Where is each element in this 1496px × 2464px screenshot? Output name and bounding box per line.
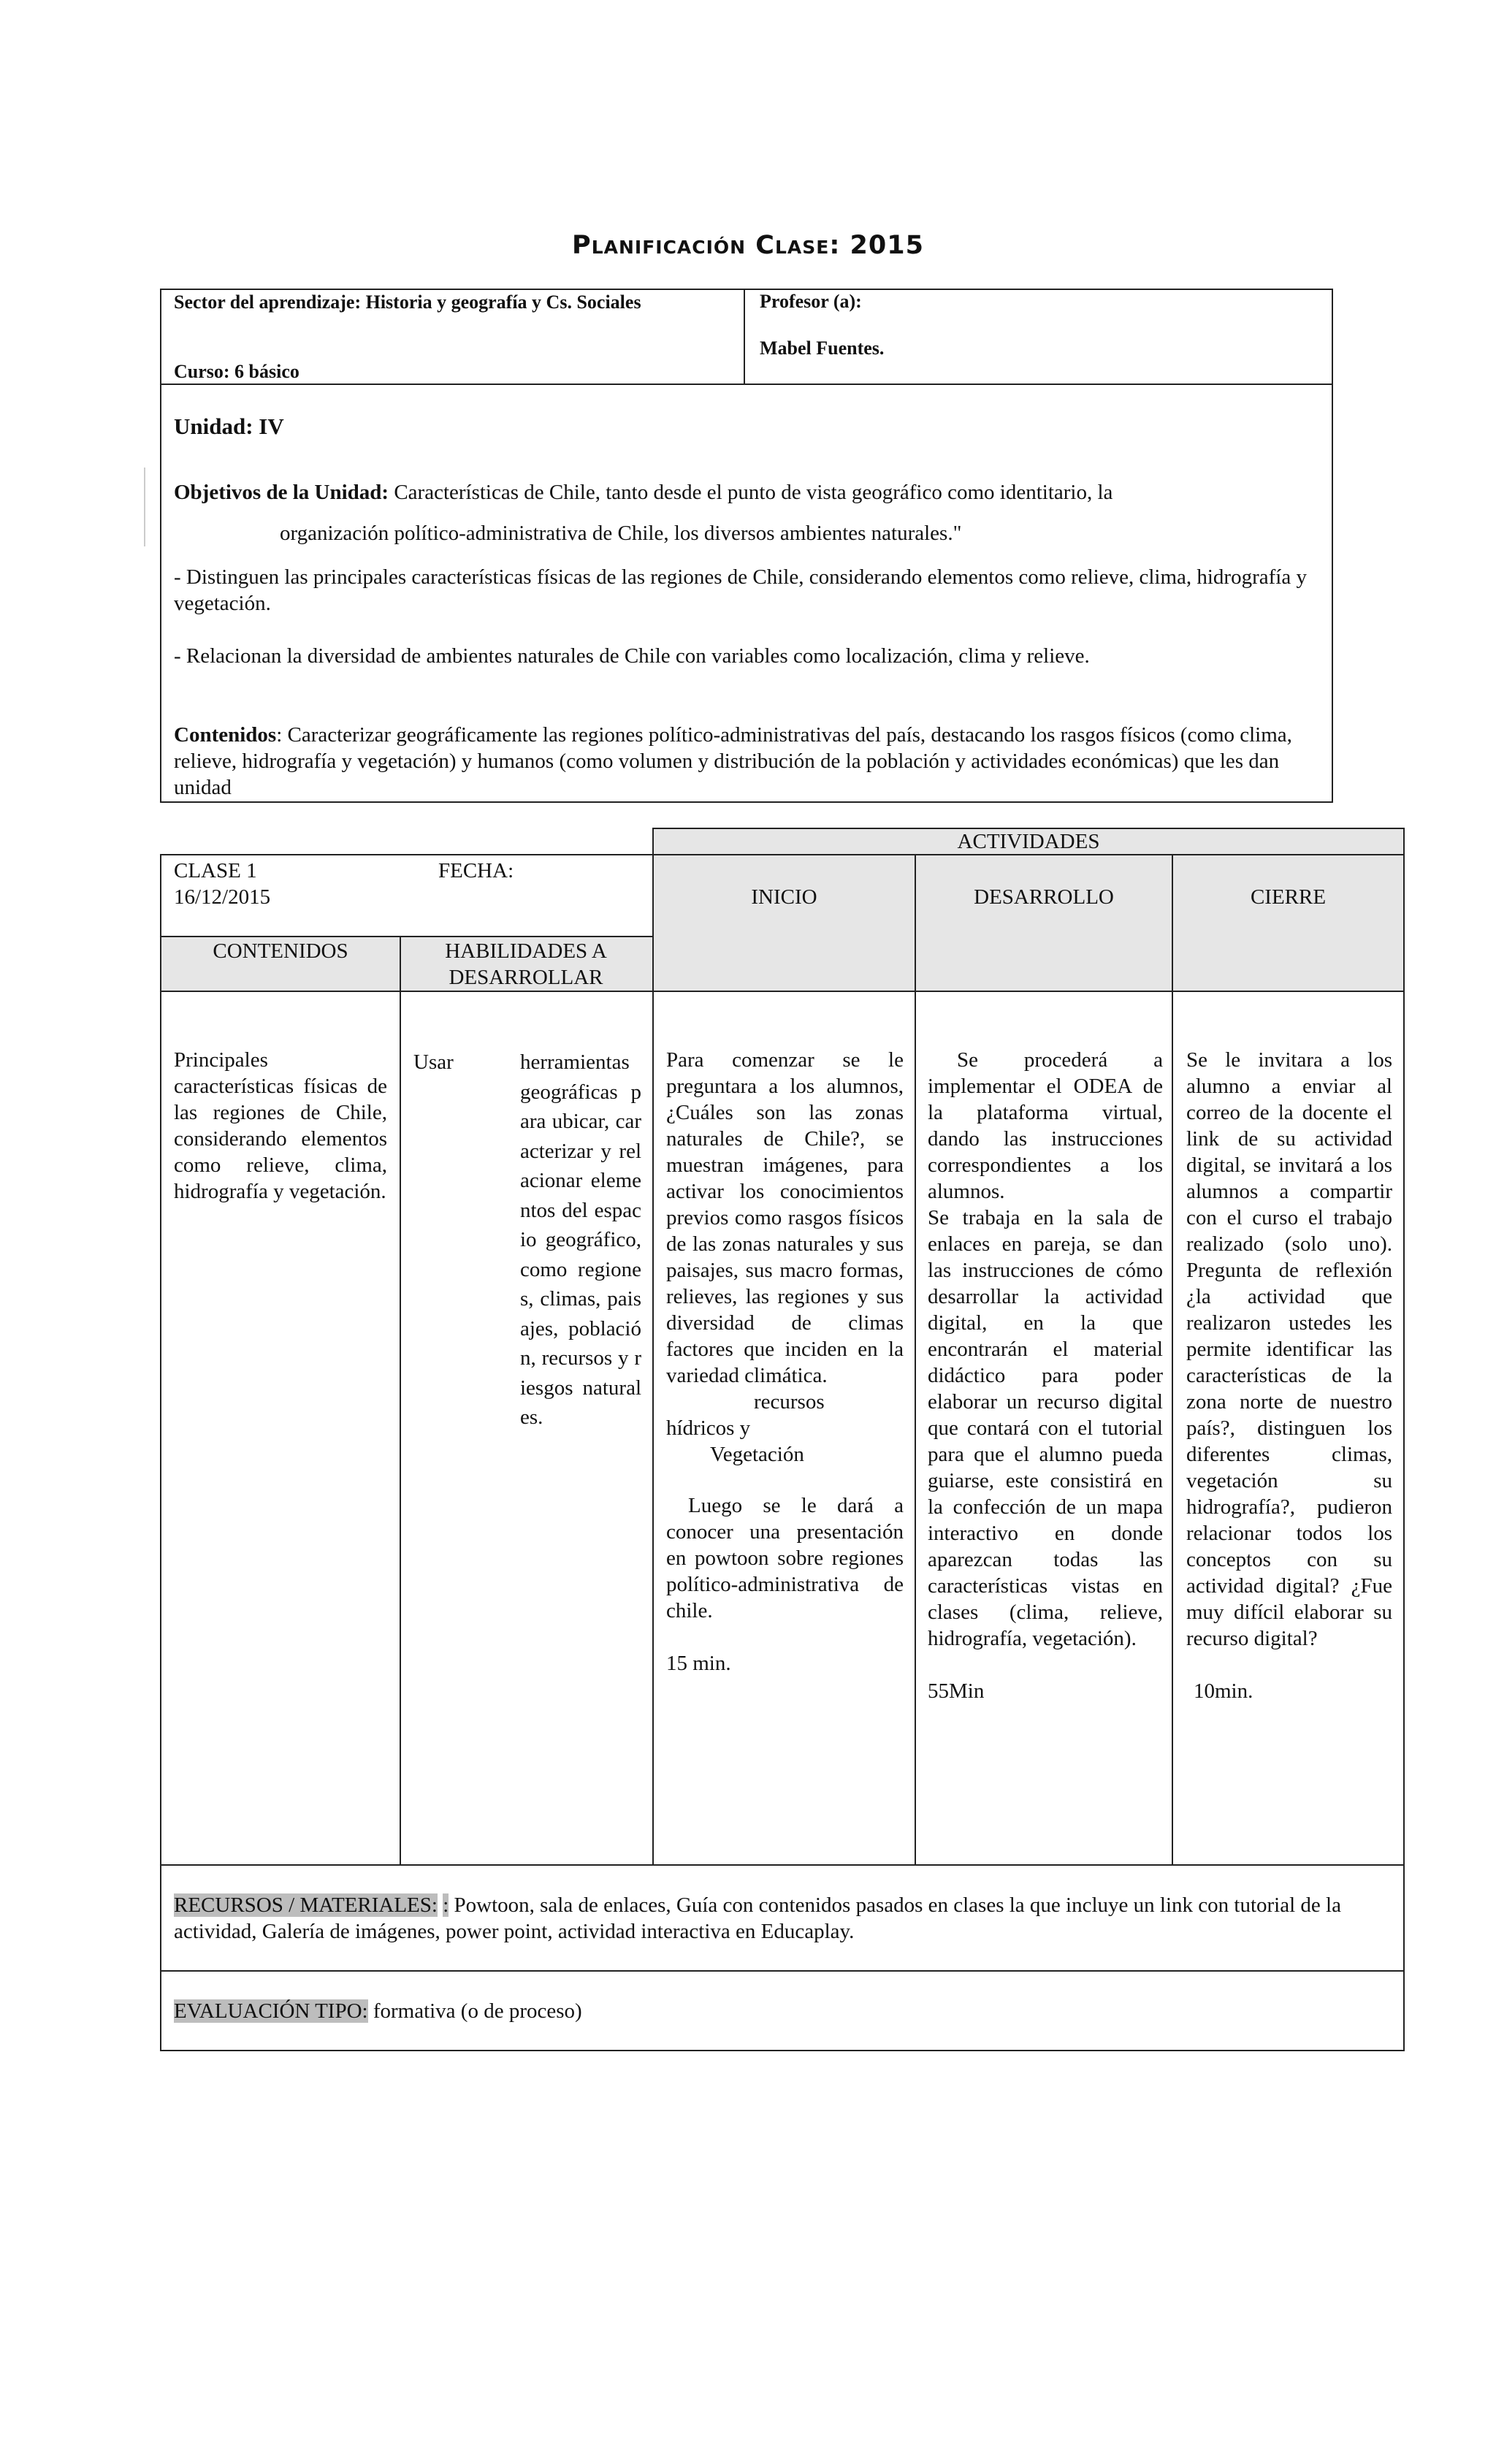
habilidades-usar: Usar	[413, 1050, 454, 1074]
contenidos	[174, 722, 1324, 801]
habilidades-cell: herramientas geográficas para ubicar, caracterizar y relacionar elementos del espacio geográfico, como regiones, climas, paisajes, población, recursos y riesgos naturales.	[520, 1050, 641, 1429]
inicio-paragraph-5: Luego se le dará a conocer una presentación en powtoon sobre regiones político-administrativa de chile.	[666, 1494, 904, 1622]
margin-mark	[144, 468, 145, 546]
header-divider	[744, 289, 745, 385]
contenidos-label: Contenidos	[174, 723, 277, 747]
desarrollo-paragraph-2: Se trabaja en la sala de enlaces en pareja, se dan las instrucciones de cómo desarrollar la actividad digital, en la que encontrarán el material didáctico para poder elaborar un recurso digital que contará con el tutorial para que el alumno pueda guiarse, este consistirá en la confección de un mapa interactivo en donde aparezcan todas las características vistas en clases (clima, relieve, hidrografía, vegetación).	[928, 1206, 1163, 1650]
desarrollo-cell	[928, 1047, 1163, 1704]
clase-label: CLASE 1	[174, 859, 257, 882]
page-title: Planificación Clase: 2015	[572, 231, 924, 260]
cierre-paragraph-1: Se le invitara a los alumno a enviar al correo de la docente el link de su actividad digital, se invitará a los alumnos a compartir con el curso el trabajo realizado (solo uno). Pregunta de reflexión ¿la actividad que realizaron ustedes les permite identificar las características de la zona norte de nuestro país?, distinguen los diferentes climas, vegetación su hidrografía?, pudieron relacionar todos los conceptos con su actividad digital? ¿Fue muy difícil elaborar su recurso digital?	[1186, 1048, 1392, 1650]
inicio-paragraph-1: Para comenzar se le preguntara a los alumnos, ¿Cuáles son las zonas naturales de Chile?, se muestran imágenes, para activar los conocimientos previos como rasgos físicos de las zonas naturales y sus paisajes, sus macro formas, relieves, las regiones y sus diversidad de climas factores que inciden en la variedad climática.	[666, 1048, 904, 1387]
inicio-paragraph-4: Vegetación	[710, 1443, 804, 1466]
contenidos-text: : Caracterizar geográficamente las regiones político-administrativas del país, destacando los rasgos físicos (como clima, relieve, hidrografía y vegetación) y humanos (como volumen y distribución de la población y actividades económicas) que les dan unidad	[174, 723, 1292, 799]
inicio-header: INICIO	[751, 885, 817, 909]
sector-value: Historia y geografía y Cs. Sociales	[365, 291, 641, 313]
contenidos-cell: Principales características físicas de las regiones de Chile, considerando elementos como relieve, clima, hidrografía y vegetación.	[174, 1048, 387, 1203]
contenidos-header: CONTENIDOS	[213, 939, 348, 963]
actividades-header: ACTIVIDADES	[957, 830, 1100, 853]
evaluacion-row	[174, 1998, 1394, 2024]
desarrollo-header: DESARROLLO	[974, 885, 1114, 909]
fecha-value: 16/12/2015	[174, 885, 271, 909]
evaluacion-text: formativa (o de proceso)	[367, 1999, 582, 2023]
unidad-label: Unidad: IV	[174, 413, 284, 439]
cierre-cell	[1186, 1047, 1392, 1704]
profesor-label: Profesor (a):	[760, 291, 862, 312]
recursos-label: RECURSOS / MATERIALES:	[174, 1893, 438, 1917]
sector-label: Sector del aprendizaje:	[174, 291, 362, 313]
cierre-header: CIERRE	[1250, 885, 1327, 909]
objetivos-label: Objetivos de la Unidad:	[174, 481, 389, 504]
objetivo-2: - Relacionan la diversidad de ambientes naturales de Chile con variables como localización, clima y relieve.	[174, 644, 1090, 668]
desarrollo-time: 55Min	[928, 1679, 985, 1703]
fecha-label: FECHA:	[438, 859, 514, 882]
inicio-time: 15 min.	[666, 1652, 731, 1675]
objetivos-text: Características de Chile, tanto desde el punto de vista geográfico como identitario, la	[394, 481, 1113, 504]
recursos-text: Powtoon, sala de enlaces, Guía con contenidos pasados en clases la que incluye un link con tutorial de la actividad, Galería de imágenes, power point, actividad interactiva en Educaplay.	[174, 1893, 1341, 1943]
desarrollo-paragraph-1: Se procederá a implementar el ODEA de la plataforma virtual, dando las instrucciones correspondientes a los alumnos.	[928, 1048, 1163, 1203]
inicio-cell	[666, 1047, 904, 1677]
inicio-paragraph-3: hídricos y	[666, 1416, 751, 1440]
evaluacion-label: EVALUACIÓN TIPO:	[174, 1999, 368, 2023]
profesor-value: Mabel Fuentes.	[760, 337, 885, 359]
objetivo-1: - Distinguen las principales características físicas de las regiones de Chile, considerando elementos como relieve, clima, hidrografía y vegetación.	[174, 565, 1307, 615]
sector-cell	[174, 291, 729, 314]
objetivos	[174, 479, 1321, 506]
objetivos-text-2: organización político-administrativa de Chile, los diversos ambientes naturales."	[280, 522, 962, 545]
recursos-row	[174, 1892, 1394, 1945]
habilidades-header: HABILIDADES A DESARROLLAR	[445, 939, 607, 989]
cierre-time: 10min.	[1194, 1679, 1253, 1703]
inicio-paragraph-2: recursos	[754, 1390, 825, 1414]
curso-label: Curso: 6 básico	[174, 361, 299, 382]
recursos-colon: :	[443, 1893, 449, 1917]
